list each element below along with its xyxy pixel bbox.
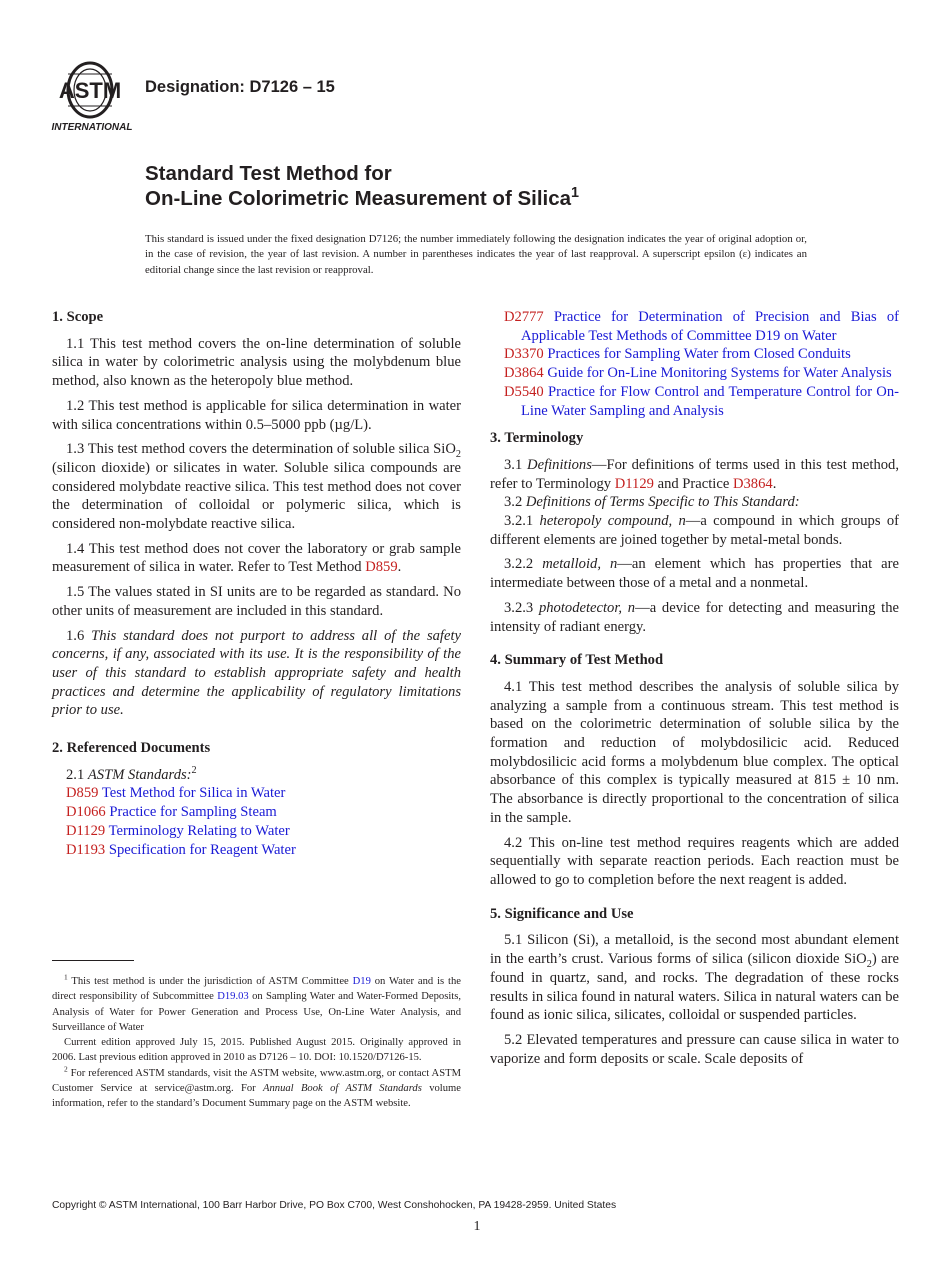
- ref-code[interactable]: D1066: [66, 804, 106, 821]
- para-3-1-term: Definitions: [527, 456, 592, 473]
- ref-code[interactable]: D3370: [504, 346, 544, 363]
- para-5-2: 5.2 Elevated temperatures and pressure can cause silica in water to vaporize and form deposits or scale. Scale deposits of: [490, 1031, 899, 1067]
- para-1-5: 1.5 The values stated in SI units are to be regarded as standard. No other units of measurement are included in this standard.: [52, 584, 461, 619]
- para-3-1-c: .: [772, 475, 777, 492]
- ref-title[interactable]: Specification for Reagent Water: [108, 841, 296, 858]
- para-3-2-1-text: —a compound in which groups of different elements are joined together by metal-metal bonds.: [490, 513, 899, 548]
- section-4-heading: 4. Summary of Test Method: [490, 652, 664, 669]
- para-1-4-a: 1.4 This test method does not cover the laboratory or grab sample measurement of silica in water. Refer to Test Method: [52, 540, 461, 576]
- footnote-1: [52, 974, 461, 1035]
- para-3-1-num: 3.1: [504, 456, 528, 473]
- para-2-1-sup: 2: [191, 764, 197, 776]
- para-3-1: [490, 456, 899, 493]
- ref-title[interactable]: Practice for Determination of Precision and Bias of Applicable Test Methods of Committee D19 on Water: [521, 309, 899, 344]
- ref-title[interactable]: Guide for On-Line Monitoring Systems for Water Analysis: [547, 365, 892, 382]
- para-5-1-sub: 2: [866, 959, 872, 970]
- document-title: [145, 161, 579, 211]
- ref-item[interactable]: [52, 822, 461, 841]
- para-1-3: [52, 440, 461, 534]
- copyright-line: Copyright © ASTM International, 100 Barr Harbor Drive, PO Box C700, West Conshohocken, PA 19428-2959. United States: [52, 1200, 617, 1211]
- title-footnote-mark: 1: [571, 185, 580, 202]
- ref-link-d1129[interactable]: D1129: [614, 475, 654, 492]
- ref-title[interactable]: Terminology Relating to Water: [108, 822, 290, 839]
- logo-letters: ASTM: [58, 78, 122, 103]
- para-1-3-b: (silicon dioxide) or silicates in water. Soluble silica compounds are considered molybdate reactive silica. This test method does not cover the determination of colloidal or polymeric silica, which is considered non-molybdate reactive silica.: [52, 459, 461, 533]
- designation: Designation: D7126 – 15: [145, 78, 335, 96]
- section-3-heading: 3. Terminology: [490, 430, 584, 447]
- footnote-2-a: For referenced ASTM standards, visit the ASTM website, www.astm.org, or contact ASTM Customer Service at service@astm.org. For: [52, 1067, 461, 1095]
- para-1-6-text: This standard does not purport to address all of the safety concerns, if any, associated with its use. It is the responsibility of the user of this standard to establish appropriate safety and health practices and determine the applicability of regulatory limitations prior to use.: [52, 627, 461, 719]
- ref-item[interactable]: [490, 345, 899, 364]
- ref-code[interactable]: D1193: [66, 841, 106, 858]
- para-1-3-a: 1.3 This test method covers the determination of soluble silica SiO: [66, 441, 456, 458]
- para-2-1-num: 2.1: [66, 766, 88, 783]
- section-1-heading: 1. Scope: [52, 309, 104, 325]
- issuance-notice: This standard is issued under the fixed designation D7126; the number immediately following the designation indicates the year of original adoption or, in the case of revision, the year of last revision. A number in parentheses indicates the year of last reapproval. A superscript epsilon (ε) indicates an editorial change since the last revision or reapproval.: [145, 233, 807, 276]
- para-4-2: 4.2 This on-line test method requires reagents which are added sequentially with separate reaction periods. Each reaction must be allowed to go to completion before the next reagent is added.: [490, 834, 899, 888]
- footnote-2-italic: Annual Book of ASTM Standards: [263, 1083, 422, 1095]
- ref-item[interactable]: [52, 803, 461, 822]
- footnote-2-b: volume information, refer to the standard’s Document Summary page on the ASTM website.: [52, 1083, 461, 1110]
- para-3-2-1: [490, 512, 899, 549]
- ref-code[interactable]: D859: [66, 785, 99, 802]
- footnote-divider: [52, 960, 134, 961]
- ref-title[interactable]: Practice for Sampling Steam: [109, 804, 277, 821]
- ref-item[interactable]: [490, 364, 899, 383]
- ref-code[interactable]: D3864: [504, 365, 544, 382]
- title-line-2-text: On-Line Colorimetric Measurement of Silica: [145, 187, 572, 210]
- para-2-1: [52, 766, 461, 785]
- footnote-1-c: on Sampling Water and Water-Formed Deposits, Analysis of Water for Power Generation and Process Use, On-Line Water Analysis, and Surveillance of Water: [52, 991, 461, 1033]
- ref-code[interactable]: D5540: [504, 383, 544, 400]
- para-1-6: [52, 627, 461, 721]
- right-column: [490, 308, 899, 1074]
- para-3-2-1-num: 3.2.1: [504, 513, 540, 530]
- ref-title[interactable]: Test Method for Silica in Water: [101, 785, 286, 802]
- footnote-2-mark: 2: [64, 1064, 68, 1074]
- para-1-6-num: 1.6: [66, 627, 92, 644]
- para-3-2-num: 3.2: [504, 494, 526, 511]
- para-3-2-2-text: —an element which has properties that are intermediate between those of a metal and a nonmetal.: [490, 556, 899, 592]
- footnote-1-a: This test method is under the jurisdiction of ASTM Committee: [67, 976, 353, 987]
- ref-item[interactable]: [490, 383, 899, 420]
- title-line-1: Standard Test Method for: [145, 162, 392, 185]
- left-column: [52, 308, 461, 859]
- para-4-1: 4.1 This test method describes the analysis of soluble silica by analyzing a sample from a continuous stream. This test method is based on the colorimetric determination of soluble silica by the formation and reduction of molybdosilicic acid. Reduced molybdosilicic acid forms a molybdenum blue complex. The optical absorbance of this complex is typically measured at 815 ± 10 nm. The absorbance is directly proportional to the concentration of silica in the sample.: [490, 678, 899, 826]
- footnote-1-mark: 1: [64, 972, 68, 982]
- para-1-1: 1.1 This test method covers the on-line determination of soluble silica in water by colorimetric analysis using the molybdenum blue method, also known as the heteropoly blue method.: [52, 335, 461, 390]
- page-number: 1: [473, 1219, 481, 1234]
- footnote-2: [52, 1066, 461, 1112]
- ref-code[interactable]: D1129: [66, 822, 106, 839]
- footnotes: [52, 974, 461, 1112]
- para-3-2-text: Definitions of Terms Specific to This Standard:: [525, 494, 800, 511]
- ref-item[interactable]: [490, 308, 899, 345]
- ref-item[interactable]: [52, 841, 461, 860]
- para-3-2-3-num: 3.2.3: [504, 599, 539, 616]
- para-1-4: [52, 540, 461, 577]
- para-3-2-3: [490, 599, 899, 636]
- para-3-2-3-text: —a device for detecting and measuring the intensity of radiant energy.: [490, 599, 899, 635]
- astm-logo: [50, 54, 134, 136]
- ref-link-d859[interactable]: D859: [365, 559, 398, 576]
- para-1-2: 1.2 This test method is applicable for silica determination in water with silica concentrations within 0.5–5000 ppb (µg/L).: [52, 397, 461, 433]
- para-3-2-3-term: photodetector, n: [538, 599, 636, 616]
- title-line-2: [145, 186, 579, 211]
- para-5-1-a: 5.1 Silicon (Si), a metalloid, is the second most abundant element in the earth’s crust. Various forms of silica (silicon dioxide SiO: [490, 932, 899, 968]
- para-3-2-2-term: metalloid, n: [542, 556, 618, 573]
- para-3-2-2-num: 3.2.2: [504, 556, 543, 573]
- para-3-2-2: [490, 555, 899, 592]
- para-3-2-1-term: heteropoly compound, n: [539, 513, 686, 530]
- para-1-3-sub: 2: [455, 449, 461, 461]
- logo-international: INTERNATIONAL: [51, 122, 133, 133]
- para-1-4-b: .: [397, 559, 402, 576]
- para-5-1-b: ) are found in quartz, sand, and rocks. The degradation of these rocks results in silica found in natural waters. Silica in natural waters can be found as ionic silica, silicates, colloidal or suspended particles.: [490, 951, 899, 1024]
- para-5-1: [490, 931, 899, 1025]
- section-2-heading: 2. Referenced Documents: [52, 740, 211, 757]
- ref-link-d3864[interactable]: D3864: [732, 475, 773, 492]
- para-3-1-b: and Practice: [653, 475, 733, 492]
- committee-link[interactable]: D19: [352, 976, 371, 987]
- subcommittee-link[interactable]: D19.03: [217, 991, 249, 1003]
- ref-code[interactable]: D2777: [504, 309, 544, 325]
- ref-title[interactable]: Practice for Flow Control and Temperature Control for On-Line Water Sampling and Analysis: [521, 383, 900, 419]
- ref-title[interactable]: Practices for Sampling Water from Closed Conduits: [547, 346, 851, 363]
- para-3-1-a: —For definitions of terms used in this test method, refer to Terminology: [490, 456, 900, 492]
- section-5-heading: 5. Significance and Use: [490, 905, 634, 922]
- footnote-1-approval: Current edition approved July 15, 2015. Published August 2015. Originally approved in 2006. Last previous edition approved in 2010 as D7126 – 10. DOI: 10.1520/D7126-15.: [52, 1037, 461, 1064]
- footnote-1-b: on Water and is the direct responsibility of Subcommittee: [52, 976, 461, 1003]
- ref-item[interactable]: [52, 784, 461, 803]
- para-2-1-text: ASTM Standards:: [87, 766, 192, 783]
- para-3-2: [490, 493, 899, 512]
